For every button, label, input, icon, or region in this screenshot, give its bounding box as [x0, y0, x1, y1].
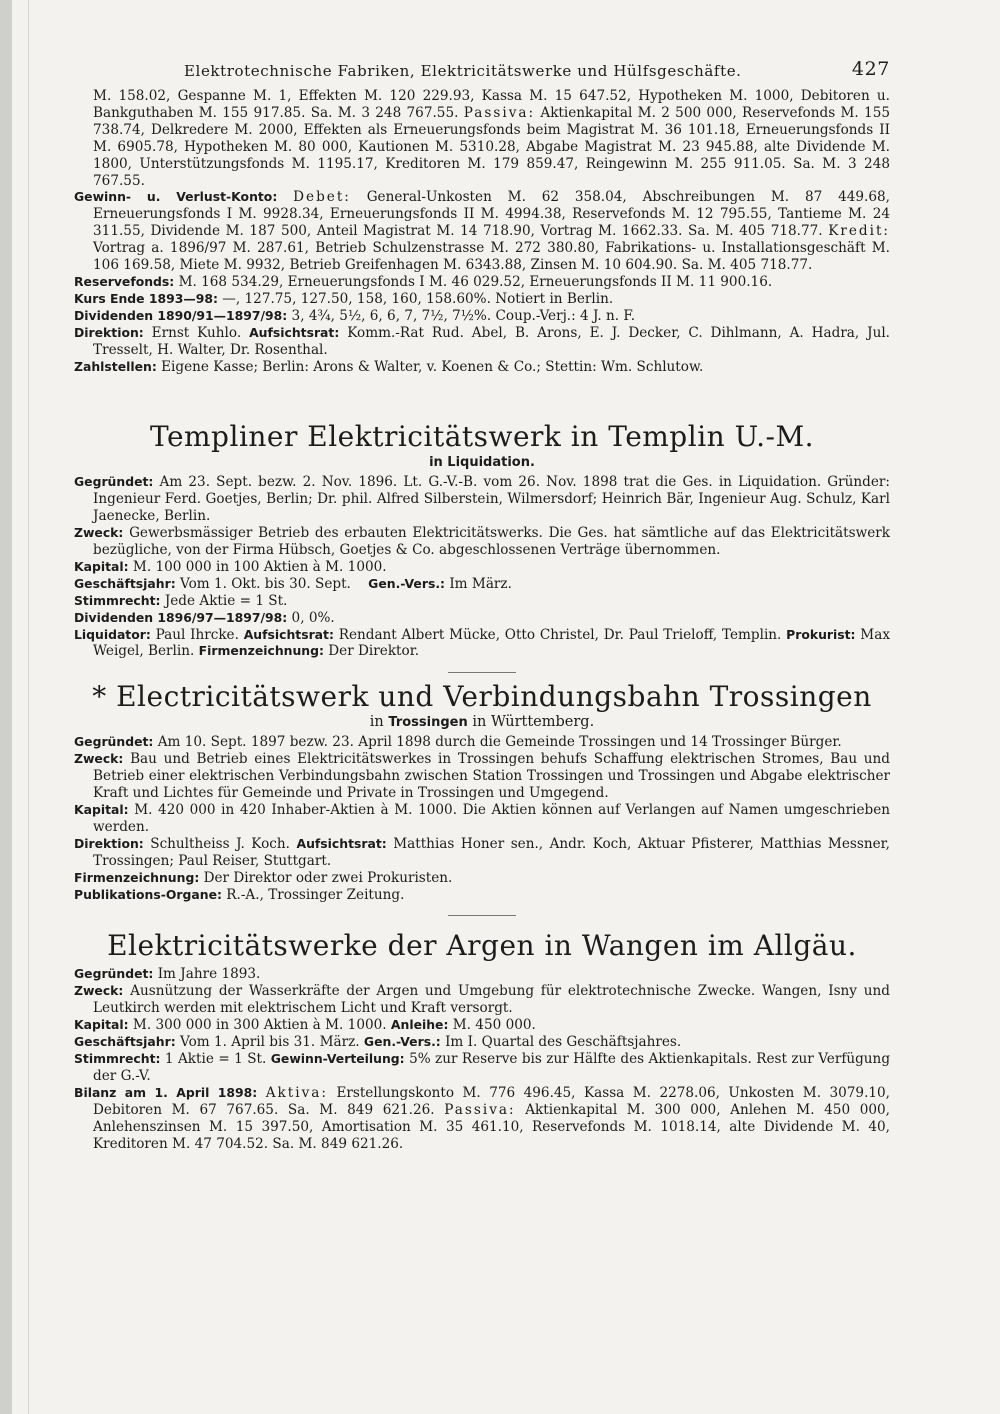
dividend-entry: Dividenden 1896/97—1897/98: 0, 0%. [74, 609, 335, 626]
trossingen-subtitle: in Trossingen in Württemberg. [369, 714, 595, 731]
direction-entry: Direktion: Ernst Kuhlo. Aufsichtsrat: Komm.-Rat Rud. Abel, B. Arons, E. J. Decker, C. Dihlmann, A. Hadra, Jul. Tresselt, H. Walter, Dr. Rosenthal. [74, 324, 891, 358]
paying-agents-entry: Zahlstellen: Eigene Kasse; Berlin: Arons & Walter, v. Koenen & Co.; Stettin: Wm. Schlutow. [74, 358, 704, 375]
balance-entry: Bilanz am 1. April 1898: Aktiva: Erstellungskonto M. 776 496.45, Kassa M. 2278.06, Unkosten M. 3079.10, Debitoren M. 67 767.65. Sa. M. 849 621.26. Passiva: Aktienkapital M. 300 000, Anlehen M. 450 000, Anlehenszinsen M. 15 397.50, Amortisation M. 35 461.10, Reservefonds M. 1018.14, alte Dividende M. 40, Kreditoren M. 47 704.52. Sa. M. 849 621.26. [74, 1084, 891, 1152]
previous-company-continuation [74, 88, 890, 375]
trossingen-section [74, 734, 890, 903]
page [74, 50, 890, 1152]
dividend-entry: Dividenden 1890/91—1897/98: 3, 4¾, 5½, 6, 6, 7, 7½, 7½%. Coup.-Verj.: 4 J. n. F. [74, 307, 636, 324]
trossingen-title: * Electricitätswerk und Verbindungsbahn Trossingen [92, 680, 872, 714]
voting-entry: Stimmrecht: 1 Aktie = 1 St. Gewinn-Verteilung: 5% zur Reserve bis zur Hälfte des Aktienkapitals. Rest zur Verfügung der G.-V. [74, 1050, 891, 1084]
purpose-entry: Zweck: Ausnützung der Wasserkräfte der Argen und Umgebung für elektrotechnische Zwecke. Wangen, Isny und Leutkirch werden mit elektrischem Licht und Kraft versorgt. [74, 983, 890, 1017]
signature-entry: Firmenzeichnung: Der Direktor oder zwei Prokuristen. [74, 869, 453, 886]
purpose-entry: Zweck: Gewerbsmässiger Betrieb des erbauten Elektricitätswerks. Die Ges. hat sämtliche auf das Elektricitätswerk bezügliche, von der Firma Hübsch, Goetjes & Co. abgeschlossenen Verträge übernommen. [74, 525, 890, 559]
fiscal-year-entry: Geschäftsjahr: Vom 1. Okt. bis 30. Sept. Gen.-Vers.: Im März. [74, 575, 512, 592]
profit-loss-entry: Gewinn- u. Verlust-Konto: Debet: General-Unkosten M. 62 358.04, Abschreibungen M. 87 449.68, Erneuerungsfonds I M. 9928.34, Erneuerungsfonds II M. 4994.38, Reservefonds M. 12 795.55, Tantieme M. 24 311.55, Dividende M. 187 500, Anteil Magistrat M. 14 718.90, Vortrag M. 1662.33. Sa. M. 405 718.77. Kredit: Vortrag a. 1896/97 M. 287.61, Betrieb Schulzenstrasse M. 272 380.80, Fabrikations- u. Installationsgeschäft M. 106 169.58, Miete M. 9932, Betrieb Greifenhagen M. 6343.88, Zinsen M. 10 604.90. Sa. M. 405 718.77. [74, 189, 890, 274]
publication-entry: Publikations-Organe: R.-A., Trossinger Zeitung. [74, 886, 405, 903]
capital-entry: Kapital: M. 300 000 in 300 Aktien à M. 1000. Anleihe: M. 450 000. [74, 1017, 536, 1034]
page-header [74, 50, 890, 88]
voting-entry: Stimmrecht: Jede Aktie = 1 St. [74, 592, 288, 609]
reserve-entry: Reservefonds: M. 168 534.29, Erneuerungsfonds I M. 46 029.52, Erneuerungsfonds II M. 11 900.16. [74, 273, 773, 290]
founded-entry: Gegründet: Am 10. Sept. 1897 bezw. 23. April 1898 durch die Gemeinde Trossingen und 14 Trossinger Bürger. [74, 734, 842, 751]
founded-entry: Gegründet: Am 23. Sept. bezw. 2. Nov. 1896. Lt. G.-V.-B. vom 26. Nov. 1898 trat die Ges. in Liquidation. Gründer: Ingenieur Ferd. Goetjes, Berlin; Dr. phil. Alfred Silberstein, Wilmersdorf; Heinrich Bär, Ingenieur Aug. Schulz, Karl Jaenecke, Berlin. [74, 474, 891, 525]
direction-entry: Direktion: Schultheiss J. Koch. Aufsichtsrat: Matthias Honer sen., Andr. Koch, Aktuar Pfisterer, Matthias Messner, Trossingen; Paul Reiser, Stuttgart. [74, 835, 890, 869]
wangen-title: Elektricitätswerke der Argen in Wangen im Allgäu. [107, 929, 857, 963]
binding-edge [0, 0, 12, 1414]
founded-entry: Gegründet: Im Jahre 1893. [74, 966, 261, 983]
templin-title: Templiner Elektricitätswerk in Templin U.-M. [149, 420, 815, 454]
wangen-section [74, 966, 890, 1152]
price-entry: Kurs Ende 1893—98: —, 127.75, 127.50, 158, 160, 158.60%. Notiert in Berlin. [74, 290, 614, 307]
templin-subtitle: in Liquidation. [429, 455, 535, 471]
capital-entry: Kapital: M. 100 000 in 100 Aktien à M. 1000. [74, 558, 387, 575]
fiscal-year-entry: Geschäftsjahr: Vom 1. April bis 31. März. Gen.-Vers.: Im I. Quartal des Geschäftsjahres. [74, 1034, 682, 1051]
purpose-entry: Zweck: Bau und Betrieb eines Elektricitätswerkes in Trossingen behufs Schaffung elektrischen Stromes, Bau und Betrieb einer elektrischen Verbindungsbahn zwischen Station Trossingen und Trossingen und Abgabe elektrischer Kraft und Lichtes für Gemeinde und Private in Trossingen und Umgegend. [74, 751, 891, 802]
running-title: Elektrotechnische Fabriken, Elektricitätswerke und Hülfsgeschäfte. [184, 62, 742, 80]
templin-section [74, 474, 890, 660]
capital-entry: Kapital: M. 420 000 in 420 Inhaber-Aktien à M. 1000. Die Aktien können auf Verlangen auf Namen umgeschrieben werden. [74, 802, 891, 835]
page-number: 427 [851, 58, 890, 80]
balance-continuation: M. 158.02, Gespanne M. 1, Effekten M. 120 229.93, Kassa M. 15 647.52, Hypotheken M. 1000, Debitoren u. Bankguthaben M. 155 917.85. Sa. M. 3 248 767.55. Passiva: Aktienkapital M. 2 500 000, Reservefonds M. 155 738.74, Delkredere M. 2000, Effekten als Erneuerungsfonds beim Magistrat M. 36 101.18, Erneuerungsfonds II M. 6905.78, Hypotheken M. 80 000, Kautionen M. 5310.28, Abgabe Magistrat M. 23 945.88, alte Dividende M. 1800, Unterstützungsfonds M. 1195.17, Kreditoren M. 179 859.47, Reingewinn M. 255 911.05. Sa. M. 3 248 767.55. [93, 88, 890, 189]
liquidator-entry: Liquidator: Paul Ihrcke. Aufsichtsrat: Rendant Albert Mücke, Otto Christel, Dr. Paul Trieloff, Templin. Prokurist: Max Weigel, Berlin. Firmenzeichnung: Der Direktor. [74, 626, 890, 660]
